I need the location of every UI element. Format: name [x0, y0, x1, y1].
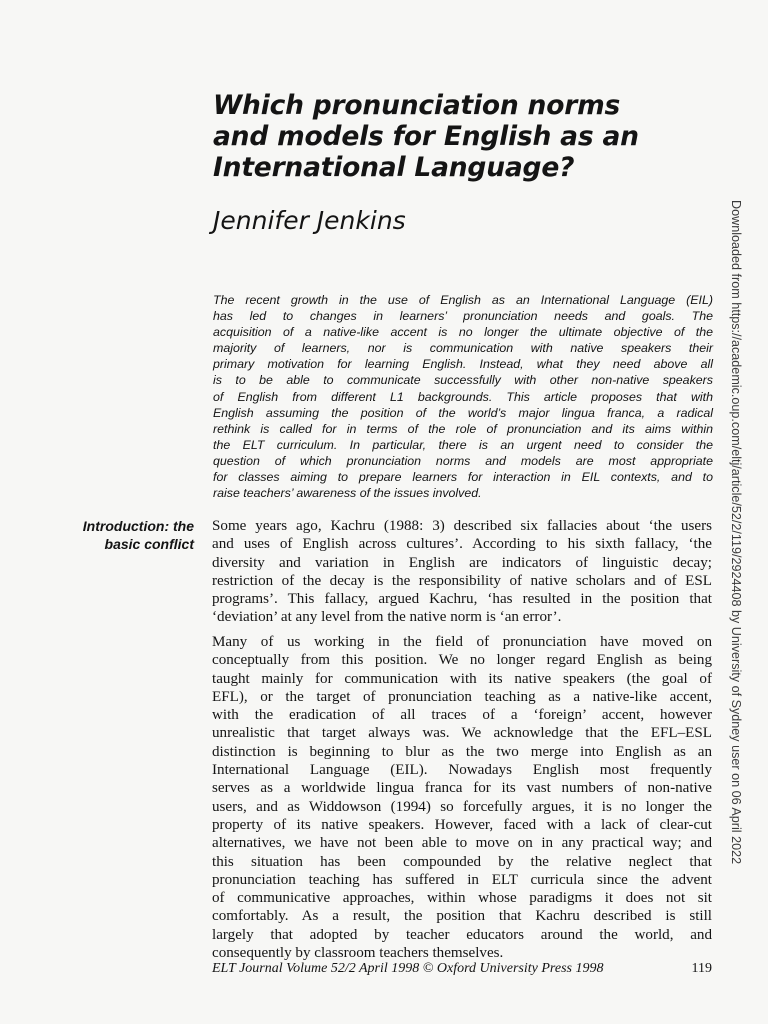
- abstract-line: acquisition of a native-like accent is no longer the ultimate objective of the: [213, 325, 713, 340]
- paragraph-line: and uses of English across cultures’. According to his sixth fallacy, ‘the: [212, 536, 712, 553]
- paragraph-line: with the eradication of all traces of a ‘foreign’ accent, however: [212, 707, 712, 724]
- title-line: Which pronunciation norms: [213, 90, 621, 121]
- abstract-line: the ELT curriculum. In particular, there is an urgent need to consider the: [213, 437, 713, 452]
- section-heading-line: basic conflict: [104, 536, 194, 552]
- paragraph-line: ‘deviation’ at any level from the native norm is ‘an error’.: [212, 609, 562, 626]
- article-title: [213, 90, 733, 183]
- paragraph-line: conceptually from this position. We no longer regard English as being: [212, 652, 712, 669]
- paragraph-line: comfortably. As a result, the position that Kachru described is still: [212, 908, 712, 925]
- abstract-line: rethink is called for in terms of the role of pronunciation and its aims within: [213, 421, 713, 436]
- abstract-line: The recent growth in the use of English as an International Language (EIL): [213, 293, 713, 307]
- page-footer: [212, 960, 712, 980]
- paragraph-line: consequently by classroom teachers themselves.: [212, 945, 504, 962]
- paragraph-line: of communicative approaches, within whose paradigms it does not sit: [212, 890, 712, 907]
- paragraph-line: Many of us working in the field of pronunciation have moved on: [212, 634, 712, 650]
- body-paragraph-2: [212, 633, 712, 962]
- paragraph-line: serves as a worldwide lingua franca for its vast numbers of non-native: [212, 780, 712, 797]
- page-number: 119: [691, 961, 712, 976]
- abstract-line: primary motivation for learning English. Instead, what they need above all: [213, 357, 713, 372]
- abstract-line: question of which pronunciation norms and models are most appropriate: [213, 453, 713, 468]
- paragraph-line: property of its native speakers. However, faced with a lack of clear-cut: [212, 816, 712, 833]
- paragraph-line: largely that adopted by teacher educators around the world, and: [212, 926, 712, 943]
- paragraph-line: EFL), or the target of pronunciation teaching as a native-like accent,: [212, 688, 712, 705]
- paragraph-line: Some years ago, Kachru (1988: 3) described six fallacies about ‘the users: [212, 518, 712, 534]
- abstract-line: is to be able to communicate successfully with other non-native speakers: [213, 373, 713, 388]
- paragraph-line: programs’. This fallacy, argued Kachru, ‘has resulted in the position that: [212, 591, 712, 608]
- journal-citation: ELT Journal Volume 52/2 April 1998 © Oxford University Press 1998: [212, 961, 604, 976]
- paragraph-line: this situation has been compounded by the relative neglect that: [212, 853, 712, 870]
- abstract-line: has led to changes in learners’ pronunciation needs and goals. The: [213, 309, 713, 324]
- abstract-line: for classes aiming to prepare learners for interaction in EIL contexts, and to: [213, 470, 713, 485]
- paragraph-line: users, and as Widdowson (1994) so forcefully argues, it is no longer the: [212, 798, 712, 815]
- paragraph-line: diversity and variation in English are indicators of linguistic decay;: [212, 554, 712, 571]
- download-watermark-text: Downloaded from https://academic.oup.com/eltj/article/52/2/119/2924408 by University of Sydney user on 06 April 2022: [729, 200, 743, 865]
- paragraph-line: pronunciation teaching has suffered in ELT curricula since the advent: [212, 871, 712, 888]
- author-name: Jennifer Jenkins: [213, 206, 406, 235]
- title-line: International Language?: [213, 152, 575, 183]
- download-watermark: [726, 200, 746, 865]
- section-heading-line: Introduction: the: [82, 518, 194, 534]
- paragraph-line: taught mainly for communication with its native speakers (the goal of: [212, 670, 712, 687]
- abstract-line: English assuming the position of the world’s major lingua franca, a radical: [213, 405, 713, 420]
- paragraph-line: alternatives, we have not been able to move on in any practical way; and: [212, 835, 712, 852]
- paragraph-line: unrealistic that target always was. We acknowledge that the EFL–ESL: [212, 725, 712, 742]
- abstract-line: of English from different L1 backgrounds. This article proposes that with: [213, 389, 713, 404]
- abstract-line: raise teachers’ awareness of the issues involved.: [213, 486, 482, 501]
- abstract: [213, 292, 713, 501]
- paragraph-line: distinction is beginning to blur as the two merge into English as an: [212, 743, 712, 760]
- paragraph-line: International Language (EIL). Nowadays English most frequently: [212, 762, 712, 779]
- paragraph-line: restriction of the decay is the responsibility of native scholars and of ESL: [212, 572, 712, 589]
- title-line: and models for English as an: [213, 121, 639, 152]
- body-paragraph-1: [212, 517, 712, 627]
- abstract-line: majority of learners, nor is communication with native speakers their: [213, 341, 713, 356]
- section-heading: [30, 517, 194, 553]
